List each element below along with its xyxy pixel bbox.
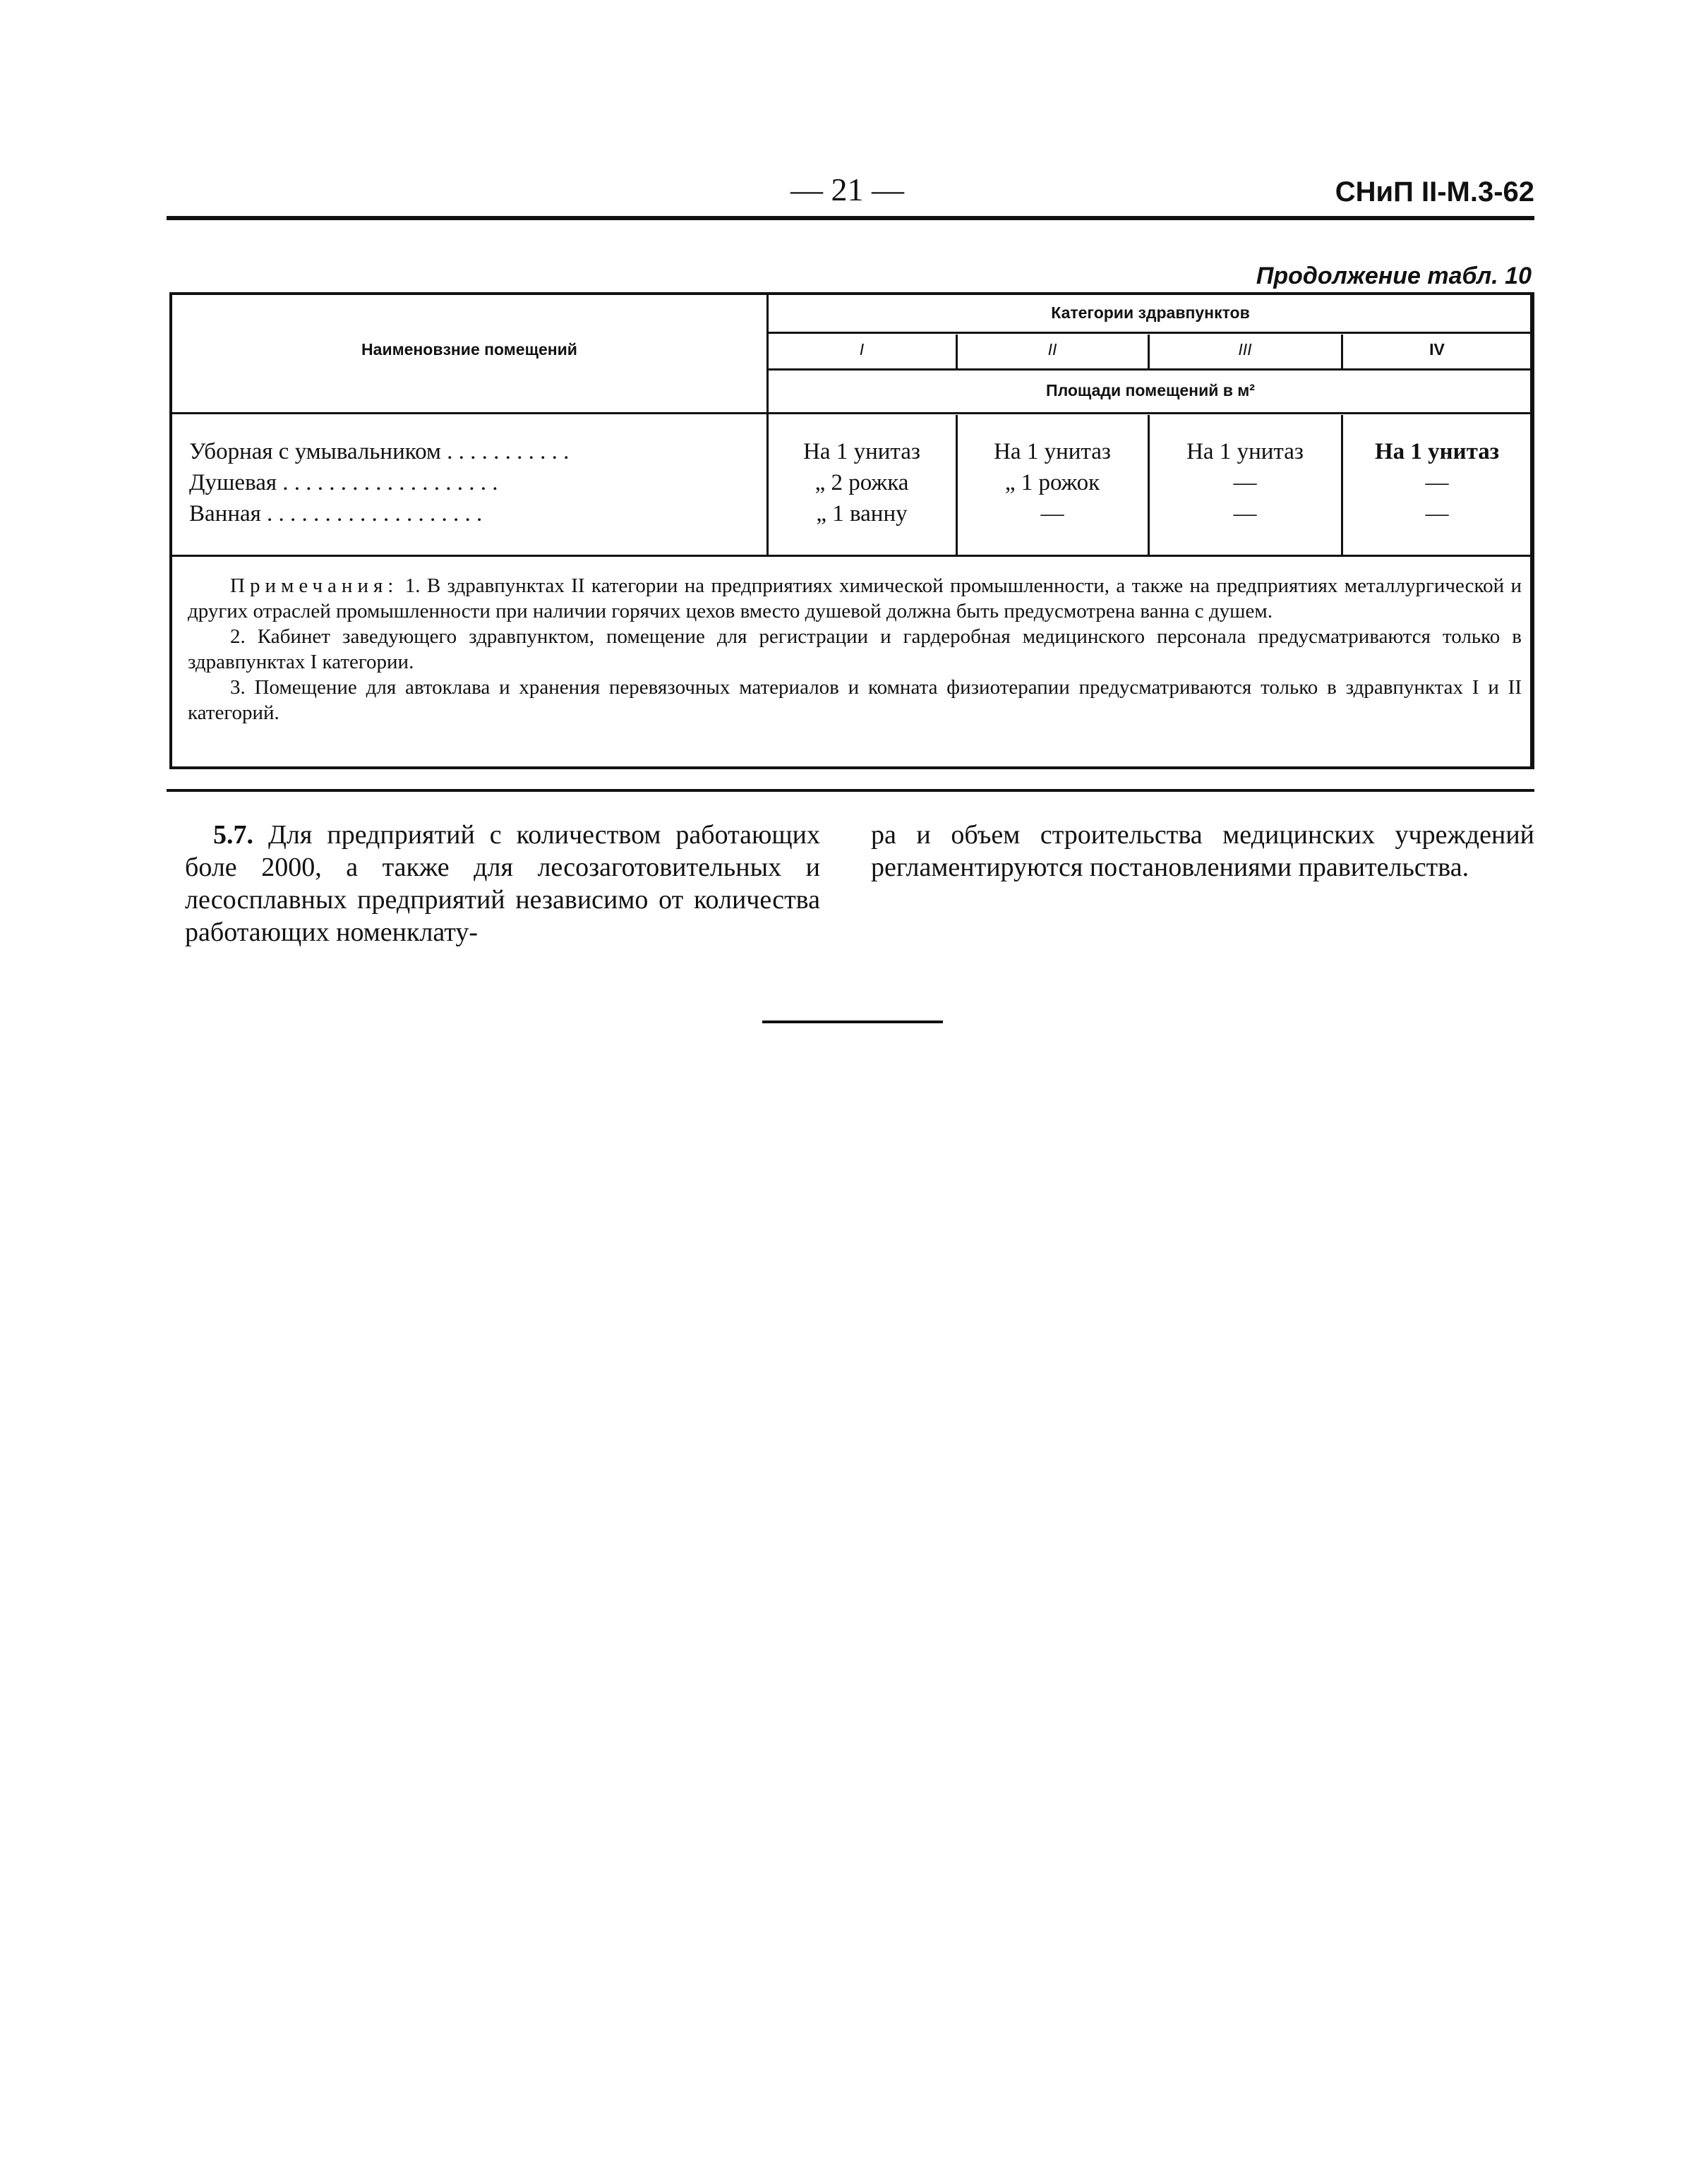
note-3: 3. Помещение для автоклава и хранения перевязочных материалов и комната физиотерапии предусматриваются только в здравпунктах I и II категорий. bbox=[188, 676, 1522, 724]
cell-toilet-cat4: На 1 унитаз bbox=[1374, 439, 1500, 464]
notes-label: Примечания: bbox=[230, 574, 399, 597]
cell-toilet-cat3: На 1 унитаз bbox=[1186, 439, 1304, 464]
cell-bath-cat3: — bbox=[1233, 501, 1257, 526]
document-code: СНиП II-М.3-62 bbox=[1335, 176, 1534, 207]
category-header-1: I bbox=[859, 340, 865, 359]
row-label-toilet: Уборная с умывальником . . . . . . . . . . . bbox=[189, 439, 570, 464]
row-label-bath: Ванная . . . . . . . . . . . . . . . . . . . bbox=[189, 501, 483, 526]
cell-toilet-cat1: На 1 унитаз bbox=[803, 439, 920, 464]
header-rule bbox=[167, 216, 1534, 220]
rooms-table bbox=[169, 292, 1534, 769]
table-notes bbox=[188, 573, 1522, 725]
cell-shower-cat1: „ 2 рожка bbox=[814, 470, 909, 495]
page-number: — 21 — bbox=[790, 171, 904, 207]
section-number: 5.7. bbox=[213, 820, 253, 850]
group-header-rule bbox=[768, 332, 1533, 334]
header-bottom-rule bbox=[172, 412, 1530, 414]
end-rule bbox=[762, 1020, 943, 1023]
paragraph-5-7-continued: ра и объем строительства медицинских учреждений регламентируются постановлениями правительства. bbox=[871, 820, 1534, 882]
row-label-shower: Душевая . . . . . . . . . . . . . . . . . . . bbox=[189, 470, 498, 495]
table-bottom-page-rule bbox=[167, 789, 1534, 792]
body-column-left bbox=[185, 819, 820, 948]
paragraph-5-7 bbox=[185, 819, 820, 948]
area-header: Площади помещений в м² bbox=[1046, 381, 1255, 399]
body-bottom-rule bbox=[172, 555, 1530, 557]
table-top-rule bbox=[172, 292, 1530, 295]
cell-shower-cat3: — bbox=[1233, 470, 1257, 495]
category-header-3: III bbox=[1238, 340, 1252, 359]
note-2: 2. Кабинет заведующего здравпунктом, помещение для регистрации и гардеробная медицинского персонала предусматриваются только в здравпунктах I категории. bbox=[188, 625, 1522, 673]
category-rule bbox=[768, 368, 1533, 371]
room-name-header: Наименовзние помещений bbox=[361, 340, 577, 359]
table-bottom-rule bbox=[172, 766, 1530, 769]
note-1-text: 1. В здравпунктах II категории на предприятиях химической промышленности, а также на предприятиях металлургической и других отраслей промышленности при наличии горячих цехов вместо душевой должна быть предусмотрена ванна с душем. bbox=[188, 574, 1522, 622]
cell-shower-cat4: — bbox=[1425, 470, 1449, 495]
paragraph-5-7-text: Для предприятий с количеством работающих боле 2000, а также для лесозаготовительных и лесосплавных предприятий независимо от количества работающих номенклату- bbox=[185, 820, 821, 947]
cell-bath-cat4: — bbox=[1425, 501, 1449, 526]
cell-toilet-cat2: На 1 унитаз bbox=[994, 439, 1111, 464]
table-caption: Продолжение табл. 10 bbox=[1256, 263, 1532, 289]
cell-bath-cat1: „ 1 ванну bbox=[816, 501, 908, 526]
note-1 bbox=[188, 573, 1522, 624]
category-header-4: IV bbox=[1429, 340, 1445, 359]
cell-shower-cat2: „ 1 рожок bbox=[1004, 470, 1100, 495]
categories-group-header: Категории здравпунктов bbox=[1051, 303, 1250, 322]
body-column-right bbox=[871, 819, 1534, 884]
cell-bath-cat2: — bbox=[1040, 501, 1064, 526]
category-header-2: II bbox=[1047, 340, 1057, 359]
